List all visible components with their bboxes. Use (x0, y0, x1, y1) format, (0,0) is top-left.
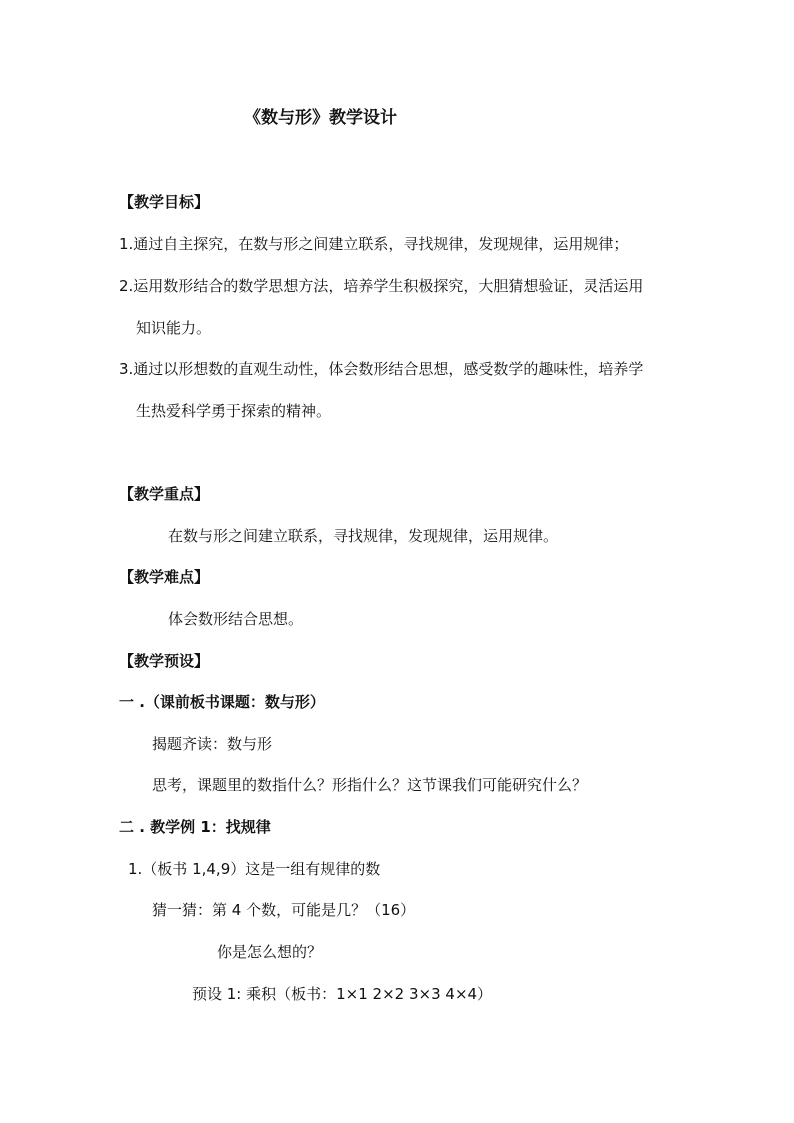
objectives-heading: 【教学目标】 (119, 193, 210, 211)
objective-item-2-continued: 知识能力。 (136, 319, 212, 337)
section-2-how: 你是怎么想的？ (217, 943, 323, 961)
key-point-heading: 【教学重点】 (119, 485, 210, 503)
preset-heading: 【教学预设】 (119, 652, 210, 670)
section-2-preset-1: 预设 1: 乘积（板书：1×1 2×2 3×3 4×4） (192, 985, 493, 1003)
section-1-line-1: 揭题齐读：数与形 (152, 735, 273, 753)
section-2-guess: 猜一猜：第 4 个数，可能是几？（16） (152, 901, 416, 919)
section-1-title: 一 .（课前板书课题：数与形） (119, 693, 325, 711)
document-title: 《数与形》教学设计 (244, 108, 397, 128)
objective-item-3: 3.通过以形想数的直观生动性，体会数形结合思想，感受数学的趣味性，培养学 (119, 360, 644, 378)
difficulty-heading: 【教学难点】 (119, 568, 210, 586)
key-point-text: 在数与形之间建立联系，寻找规律，发现规律，运用规律。 (168, 527, 559, 545)
difficulty-text: 体会数形结合思想。 (168, 610, 304, 628)
section-2-title: 二 . 教学例 1：找规律 (119, 818, 271, 836)
objective-item-3-continued: 生热爱科学勇于探索的精神。 (136, 402, 332, 420)
objective-item-1: 1.通过自主探究，在数与形之间建立联系，寻找规律，发现规律，运用规律； (119, 235, 629, 253)
section-1-line-2: 思考，课题里的数指什么？形指什么？这节课我们可能研究什么？ (152, 776, 588, 794)
objective-item-2: 2.运用数形结合的数学思想方法，培养学生积极探究，大胆猜想验证，灵活运用 (119, 277, 644, 295)
section-2-item-1: 1.（板书 1,4,9）这是一组有规律的数 (128, 860, 381, 878)
